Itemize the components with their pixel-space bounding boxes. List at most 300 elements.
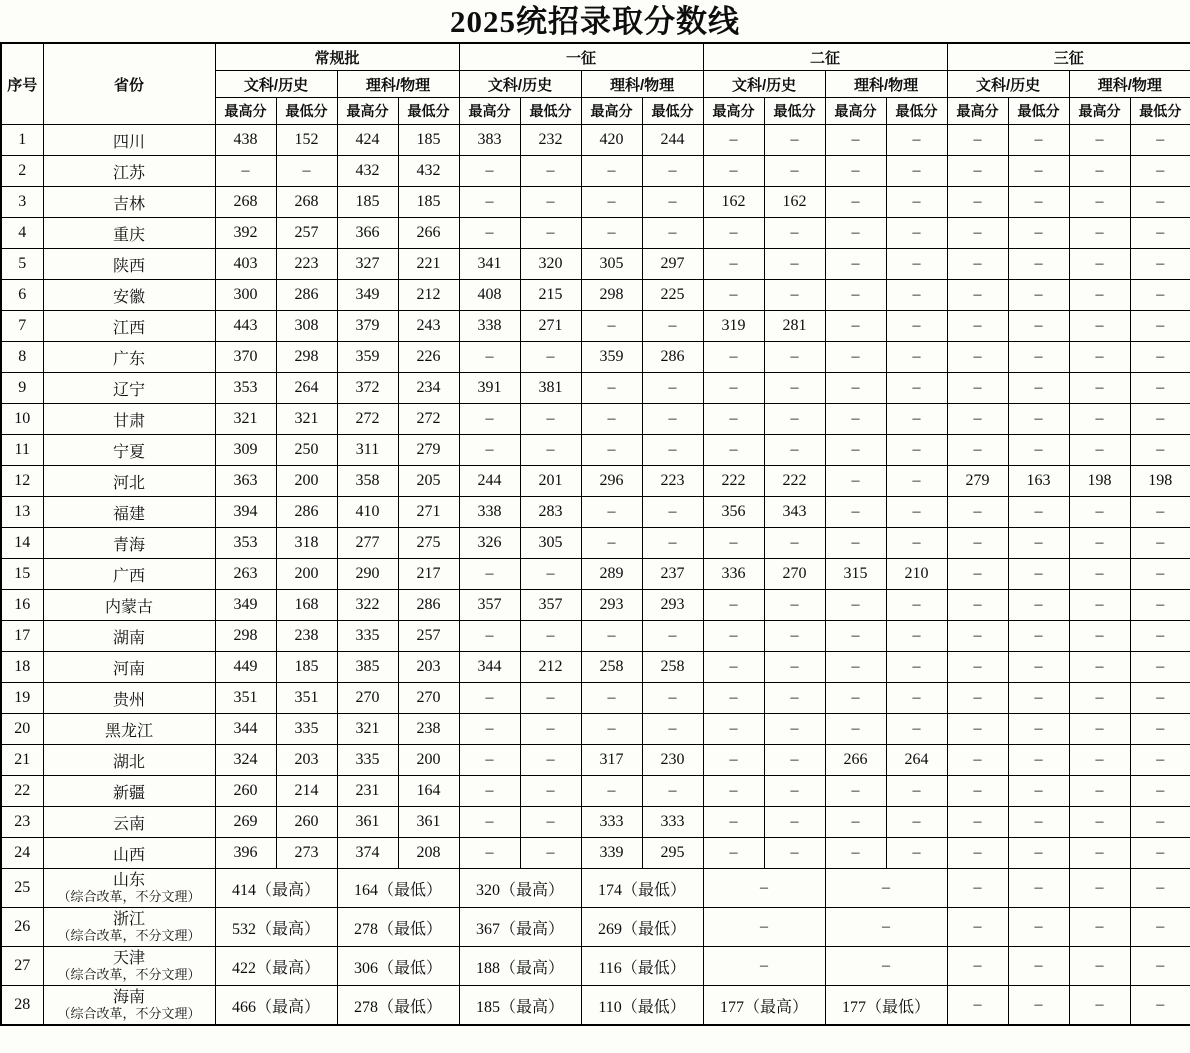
cell-score: –: [1069, 280, 1130, 311]
cell-score: 300: [215, 280, 276, 311]
cell-score: –: [1069, 652, 1130, 683]
cell-score: 152: [276, 125, 337, 156]
cell-score: 385: [337, 652, 398, 683]
cell-score: 258: [581, 652, 642, 683]
cell-score: 200: [398, 745, 459, 776]
cell-score: –: [520, 683, 581, 714]
cell-score: –: [764, 776, 825, 807]
cell-score: –: [1130, 776, 1190, 807]
table-row-merged: [1, 908, 1190, 947]
province-name: 天津: [112, 949, 145, 967]
header-subject-3-1: 文科/历史: [703, 71, 825, 98]
cell-province: 四川: [43, 125, 215, 156]
province-note: （综合改革，不分文理）: [57, 889, 201, 905]
page-title: 2025统招录取分数线: [450, 4, 740, 39]
cell-score: 277: [337, 528, 398, 559]
cell-no: 17: [1, 621, 43, 652]
cell-score: 443: [215, 311, 276, 342]
cell-score: –: [642, 621, 703, 652]
cell-score: 298: [215, 621, 276, 652]
cell-score: –: [947, 435, 1008, 466]
cell-no: 25: [1, 869, 43, 908]
cell-province: 广西: [43, 559, 215, 590]
cell-score-merged: 164（最低）: [337, 869, 459, 908]
cell-score: 351: [276, 683, 337, 714]
cell-score: –: [947, 745, 1008, 776]
cell-score: –: [581, 528, 642, 559]
table-row: [1, 435, 1190, 466]
province-name: 山东: [112, 871, 145, 889]
cell-score: –: [764, 249, 825, 280]
cell-score: –: [581, 311, 642, 342]
cell-score: 349: [215, 590, 276, 621]
cell-score: 311: [337, 435, 398, 466]
cell-no: 16: [1, 590, 43, 621]
cell-score: –: [1130, 404, 1190, 435]
header-batch-1: 常规批: [215, 43, 459, 71]
cell-score: –: [520, 745, 581, 776]
cell-score: –: [1069, 621, 1130, 652]
cell-score: –: [1130, 683, 1190, 714]
cell-no: 8: [1, 342, 43, 373]
cell-score: –: [581, 683, 642, 714]
cell-score: –: [1069, 342, 1130, 373]
cell-score: 408: [459, 280, 520, 311]
cell-no: 2: [1, 156, 43, 187]
cell-score-merged: 269（最低）: [581, 908, 703, 947]
cell-score: 264: [276, 373, 337, 404]
cell-score: –: [764, 714, 825, 745]
cell-score-merged: 177（最高）: [703, 986, 825, 1026]
cell-score: –: [947, 528, 1008, 559]
cell-score: –: [1130, 838, 1190, 869]
cell-no: 3: [1, 187, 43, 218]
cell-score: –: [1069, 373, 1130, 404]
cell-score: –: [459, 218, 520, 249]
cell-score: 286: [276, 497, 337, 528]
cell-score: 185: [276, 652, 337, 683]
cell-score: –: [581, 156, 642, 187]
cell-score: –: [825, 683, 886, 714]
cell-score-merged: 177（最低）: [825, 986, 947, 1026]
cell-score: 392: [215, 218, 276, 249]
cell-no: 1: [1, 125, 43, 156]
cell-score: –: [703, 156, 764, 187]
cell-score: –: [764, 342, 825, 373]
cell-score: –: [825, 342, 886, 373]
cell-score: 205: [398, 466, 459, 497]
cell-score: –: [825, 497, 886, 528]
cell-score: –: [1069, 125, 1130, 156]
cell-score: 201: [520, 466, 581, 497]
cell-score: –: [642, 776, 703, 807]
cell-score: –: [520, 776, 581, 807]
cell-score: –: [764, 435, 825, 466]
cell-score: 394: [215, 497, 276, 528]
cell-score: –: [1069, 528, 1130, 559]
cell-score: –: [825, 218, 886, 249]
cell-province: 云南: [43, 807, 215, 838]
cell-score: –: [825, 187, 886, 218]
cell-score: 344: [459, 652, 520, 683]
cell-score: –: [1008, 590, 1069, 621]
cell-score: –: [1069, 807, 1130, 838]
cell-score: 208: [398, 838, 459, 869]
cell-score: –: [703, 528, 764, 559]
cell-score: –: [886, 838, 947, 869]
cell-no: 26: [1, 908, 43, 947]
cell-score: 321: [337, 714, 398, 745]
cell-score: 232: [520, 125, 581, 156]
cell-score: –: [886, 683, 947, 714]
cell-no: 14: [1, 528, 43, 559]
cell-score: –: [520, 342, 581, 373]
cell-score-merged: –: [825, 908, 947, 947]
table-body: [1, 125, 1190, 1026]
cell-province: 山西: [43, 838, 215, 869]
table-row: [1, 621, 1190, 652]
header-score-4-1: 最高分: [581, 98, 642, 125]
table-row: [1, 280, 1190, 311]
cell-score: –: [1130, 714, 1190, 745]
cell-province: 宁夏: [43, 435, 215, 466]
cell-score: 338: [459, 311, 520, 342]
cell-score: –: [703, 714, 764, 745]
cell-no: 21: [1, 745, 43, 776]
cell-province: 湖北: [43, 745, 215, 776]
cell-score: –: [703, 807, 764, 838]
cell-score: –: [642, 435, 703, 466]
cell-no: 6: [1, 280, 43, 311]
header-score-3-2: 最低分: [520, 98, 581, 125]
cell-score: –: [886, 652, 947, 683]
table-row: [1, 156, 1190, 187]
cell-score: –: [1008, 621, 1069, 652]
header-score-1-2: 最低分: [276, 98, 337, 125]
cell-score: –: [764, 838, 825, 869]
cell-score: 237: [642, 559, 703, 590]
cell-no: 27: [1, 947, 43, 986]
cell-score: 222: [703, 466, 764, 497]
cell-score: 315: [825, 559, 886, 590]
cell-score: –: [947, 838, 1008, 869]
cell-score: –: [764, 280, 825, 311]
cell-score: –: [1069, 156, 1130, 187]
cell-score: –: [459, 156, 520, 187]
cell-score: –: [1008, 986, 1069, 1026]
cell-score: 410: [337, 497, 398, 528]
cell-score: –: [520, 714, 581, 745]
cell-score: –: [703, 125, 764, 156]
cell-score: –: [1069, 404, 1130, 435]
table-row: [1, 187, 1190, 218]
cell-no: 24: [1, 838, 43, 869]
cell-score: –: [825, 156, 886, 187]
cell-score-merged: –: [825, 947, 947, 986]
cell-no: 23: [1, 807, 43, 838]
cell-score: –: [459, 714, 520, 745]
cell-score: 200: [276, 466, 337, 497]
cell-score: –: [1130, 621, 1190, 652]
cell-no: 18: [1, 652, 43, 683]
header-score-6-1: 最高分: [825, 98, 886, 125]
cell-score: –: [825, 621, 886, 652]
cell-score: 279: [947, 466, 1008, 497]
cell-score: –: [825, 714, 886, 745]
cell-province: 江苏: [43, 156, 215, 187]
cell-score: –: [886, 249, 947, 280]
table-row: [1, 125, 1190, 156]
cell-score: 163: [1008, 466, 1069, 497]
header-batch-4: 三征: [947, 43, 1190, 71]
cell-score: 289: [581, 559, 642, 590]
cell-score: –: [642, 714, 703, 745]
cell-score: 185: [398, 187, 459, 218]
cell-score: –: [947, 714, 1008, 745]
cell-score-merged: 116（最低）: [581, 947, 703, 986]
cell-score-merged: –: [703, 869, 825, 908]
cell-score: –: [886, 218, 947, 249]
cell-province: 新疆: [43, 776, 215, 807]
cell-score: –: [703, 373, 764, 404]
cell-score: 357: [459, 590, 520, 621]
cell-score: 269: [215, 807, 276, 838]
cell-score: –: [703, 745, 764, 776]
cell-score: –: [947, 280, 1008, 311]
cell-score: –: [703, 652, 764, 683]
cell-score-merged: 278（最低）: [337, 986, 459, 1026]
cell-score: 226: [398, 342, 459, 373]
cell-score: 305: [581, 249, 642, 280]
cell-score: 333: [642, 807, 703, 838]
table-row: [1, 311, 1190, 342]
cell-score: –: [1008, 776, 1069, 807]
cell-score: –: [886, 311, 947, 342]
cell-score: 279: [398, 435, 459, 466]
cell-score: 244: [459, 466, 520, 497]
cell-score: 257: [398, 621, 459, 652]
cell-score: 266: [825, 745, 886, 776]
cell-score: –: [886, 714, 947, 745]
cell-score: –: [520, 187, 581, 218]
cell-score: –: [825, 652, 886, 683]
cell-score: –: [581, 497, 642, 528]
header-subject-1-2: 理科/物理: [337, 71, 459, 98]
cell-score: –: [825, 311, 886, 342]
cell-score: 336: [703, 559, 764, 590]
cell-score: 270: [398, 683, 459, 714]
cell-score: –: [459, 435, 520, 466]
cell-score: 286: [642, 342, 703, 373]
cell-score: –: [1069, 947, 1130, 986]
cell-score: 309: [215, 435, 276, 466]
cell-score: 358: [337, 466, 398, 497]
cell-score: –: [459, 342, 520, 373]
cell-score: –: [764, 745, 825, 776]
cell-score: 295: [642, 838, 703, 869]
cell-no: 4: [1, 218, 43, 249]
cell-score-merged: 174（最低）: [581, 869, 703, 908]
cell-score: –: [947, 807, 1008, 838]
cell-score: –: [1008, 435, 1069, 466]
cell-score: –: [886, 404, 947, 435]
header-no: 序号: [1, 43, 43, 125]
cell-no: 9: [1, 373, 43, 404]
cell-score: 281: [764, 311, 825, 342]
cell-score: –: [1008, 528, 1069, 559]
cell-score: –: [703, 776, 764, 807]
cell-province: 贵州: [43, 683, 215, 714]
table-row: [1, 776, 1190, 807]
cell-score: –: [703, 218, 764, 249]
cell-score: 244: [642, 125, 703, 156]
cell-score: –: [764, 683, 825, 714]
table-row: [1, 249, 1190, 280]
cell-score: –: [581, 373, 642, 404]
cell-score: 344: [215, 714, 276, 745]
table-header: [1, 43, 1190, 125]
cell-score: –: [825, 280, 886, 311]
table-row: [1, 497, 1190, 528]
cell-score: –: [703, 838, 764, 869]
cell-score-merged: 466（最高）: [215, 986, 337, 1026]
cell-score: –: [764, 807, 825, 838]
cell-score: –: [1008, 125, 1069, 156]
cell-score: 403: [215, 249, 276, 280]
cell-score: 225: [642, 280, 703, 311]
cell-score-merged: 110（最低）: [581, 986, 703, 1026]
cell-score: –: [581, 435, 642, 466]
cell-score: 263: [215, 559, 276, 590]
cell-no: 5: [1, 249, 43, 280]
cell-score: –: [520, 838, 581, 869]
cell-province: 青海: [43, 528, 215, 559]
cell-score: 270: [337, 683, 398, 714]
table-row: [1, 466, 1190, 497]
table-row: [1, 559, 1190, 590]
cell-score: –: [947, 404, 1008, 435]
cell-score: –: [947, 156, 1008, 187]
header-score-3-1: 最高分: [459, 98, 520, 125]
cell-score: 296: [581, 466, 642, 497]
cell-score: –: [581, 187, 642, 218]
table-row: [1, 652, 1190, 683]
header-subject-4-2: 理科/物理: [1069, 71, 1190, 98]
cell-score: –: [886, 280, 947, 311]
cell-score: 359: [581, 342, 642, 373]
cell-score: 203: [398, 652, 459, 683]
cell-score: –: [1130, 156, 1190, 187]
cell-score: 320: [520, 249, 581, 280]
cell-no: 13: [1, 497, 43, 528]
cell-no: 22: [1, 776, 43, 807]
cell-score: –: [1008, 807, 1069, 838]
cell-score: –: [764, 218, 825, 249]
cell-score: 234: [398, 373, 459, 404]
cell-score: –: [1069, 838, 1130, 869]
cell-score: –: [459, 807, 520, 838]
cell-score: –: [1008, 652, 1069, 683]
cell-score: –: [825, 125, 886, 156]
cell-score: –: [1069, 908, 1130, 947]
cell-score: –: [1008, 280, 1069, 311]
cell-score: 286: [276, 280, 337, 311]
cell-score: –: [1069, 218, 1130, 249]
cell-score: 335: [276, 714, 337, 745]
table-row: [1, 590, 1190, 621]
cell-score: –: [1069, 187, 1130, 218]
cell-score: –: [1008, 745, 1069, 776]
table-row: [1, 838, 1190, 869]
table-row: [1, 683, 1190, 714]
cell-score: –: [1008, 838, 1069, 869]
cell-score-merged: 367（最高）: [459, 908, 581, 947]
province-note: （综合改革，不分文理）: [57, 1006, 201, 1022]
cell-score: 223: [276, 249, 337, 280]
cell-score: 322: [337, 590, 398, 621]
cell-score: –: [825, 404, 886, 435]
cell-score: –: [825, 373, 886, 404]
cell-score: 379: [337, 311, 398, 342]
cell-score: –: [642, 218, 703, 249]
cell-score: –: [520, 218, 581, 249]
header-subject-2-1: 文科/历史: [459, 71, 581, 98]
cell-score: 271: [520, 311, 581, 342]
cell-score: –: [581, 776, 642, 807]
province-name: 海南: [112, 988, 145, 1006]
cell-province: 辽宁: [43, 373, 215, 404]
cell-score: 370: [215, 342, 276, 373]
cell-score: 357: [520, 590, 581, 621]
cell-score: –: [1069, 435, 1130, 466]
cell-score: –: [1008, 311, 1069, 342]
cell-score: 270: [764, 559, 825, 590]
cell-score: 215: [520, 280, 581, 311]
cell-province: 甘肃: [43, 404, 215, 435]
table-row: [1, 373, 1190, 404]
cell-score: –: [764, 404, 825, 435]
cell-score: –: [581, 218, 642, 249]
cell-score-merged: –: [703, 947, 825, 986]
cell-score: –: [1069, 714, 1130, 745]
cell-score: –: [276, 156, 337, 187]
cell-score: –: [642, 311, 703, 342]
header-subject-4-1: 文科/历史: [947, 71, 1069, 98]
cell-score: 298: [581, 280, 642, 311]
cell-score: –: [1130, 435, 1190, 466]
cell-score: 185: [398, 125, 459, 156]
cell-province: 安徽: [43, 280, 215, 311]
cell-score-merged: 185（最高）: [459, 986, 581, 1026]
cell-score: 297: [642, 249, 703, 280]
cell-score: –: [520, 559, 581, 590]
cell-score: –: [1130, 986, 1190, 1026]
cell-score: 372: [337, 373, 398, 404]
cell-score: 449: [215, 652, 276, 683]
cell-province: [43, 986, 215, 1026]
cell-score: 293: [581, 590, 642, 621]
cell-score: –: [642, 528, 703, 559]
cell-score: 243: [398, 311, 459, 342]
cell-score: –: [825, 466, 886, 497]
table-row-merged: [1, 869, 1190, 908]
cell-score: 286: [398, 590, 459, 621]
cell-score: –: [947, 125, 1008, 156]
cell-score: –: [459, 683, 520, 714]
cell-score: –: [947, 311, 1008, 342]
cell-score: –: [764, 156, 825, 187]
cell-score: –: [947, 652, 1008, 683]
